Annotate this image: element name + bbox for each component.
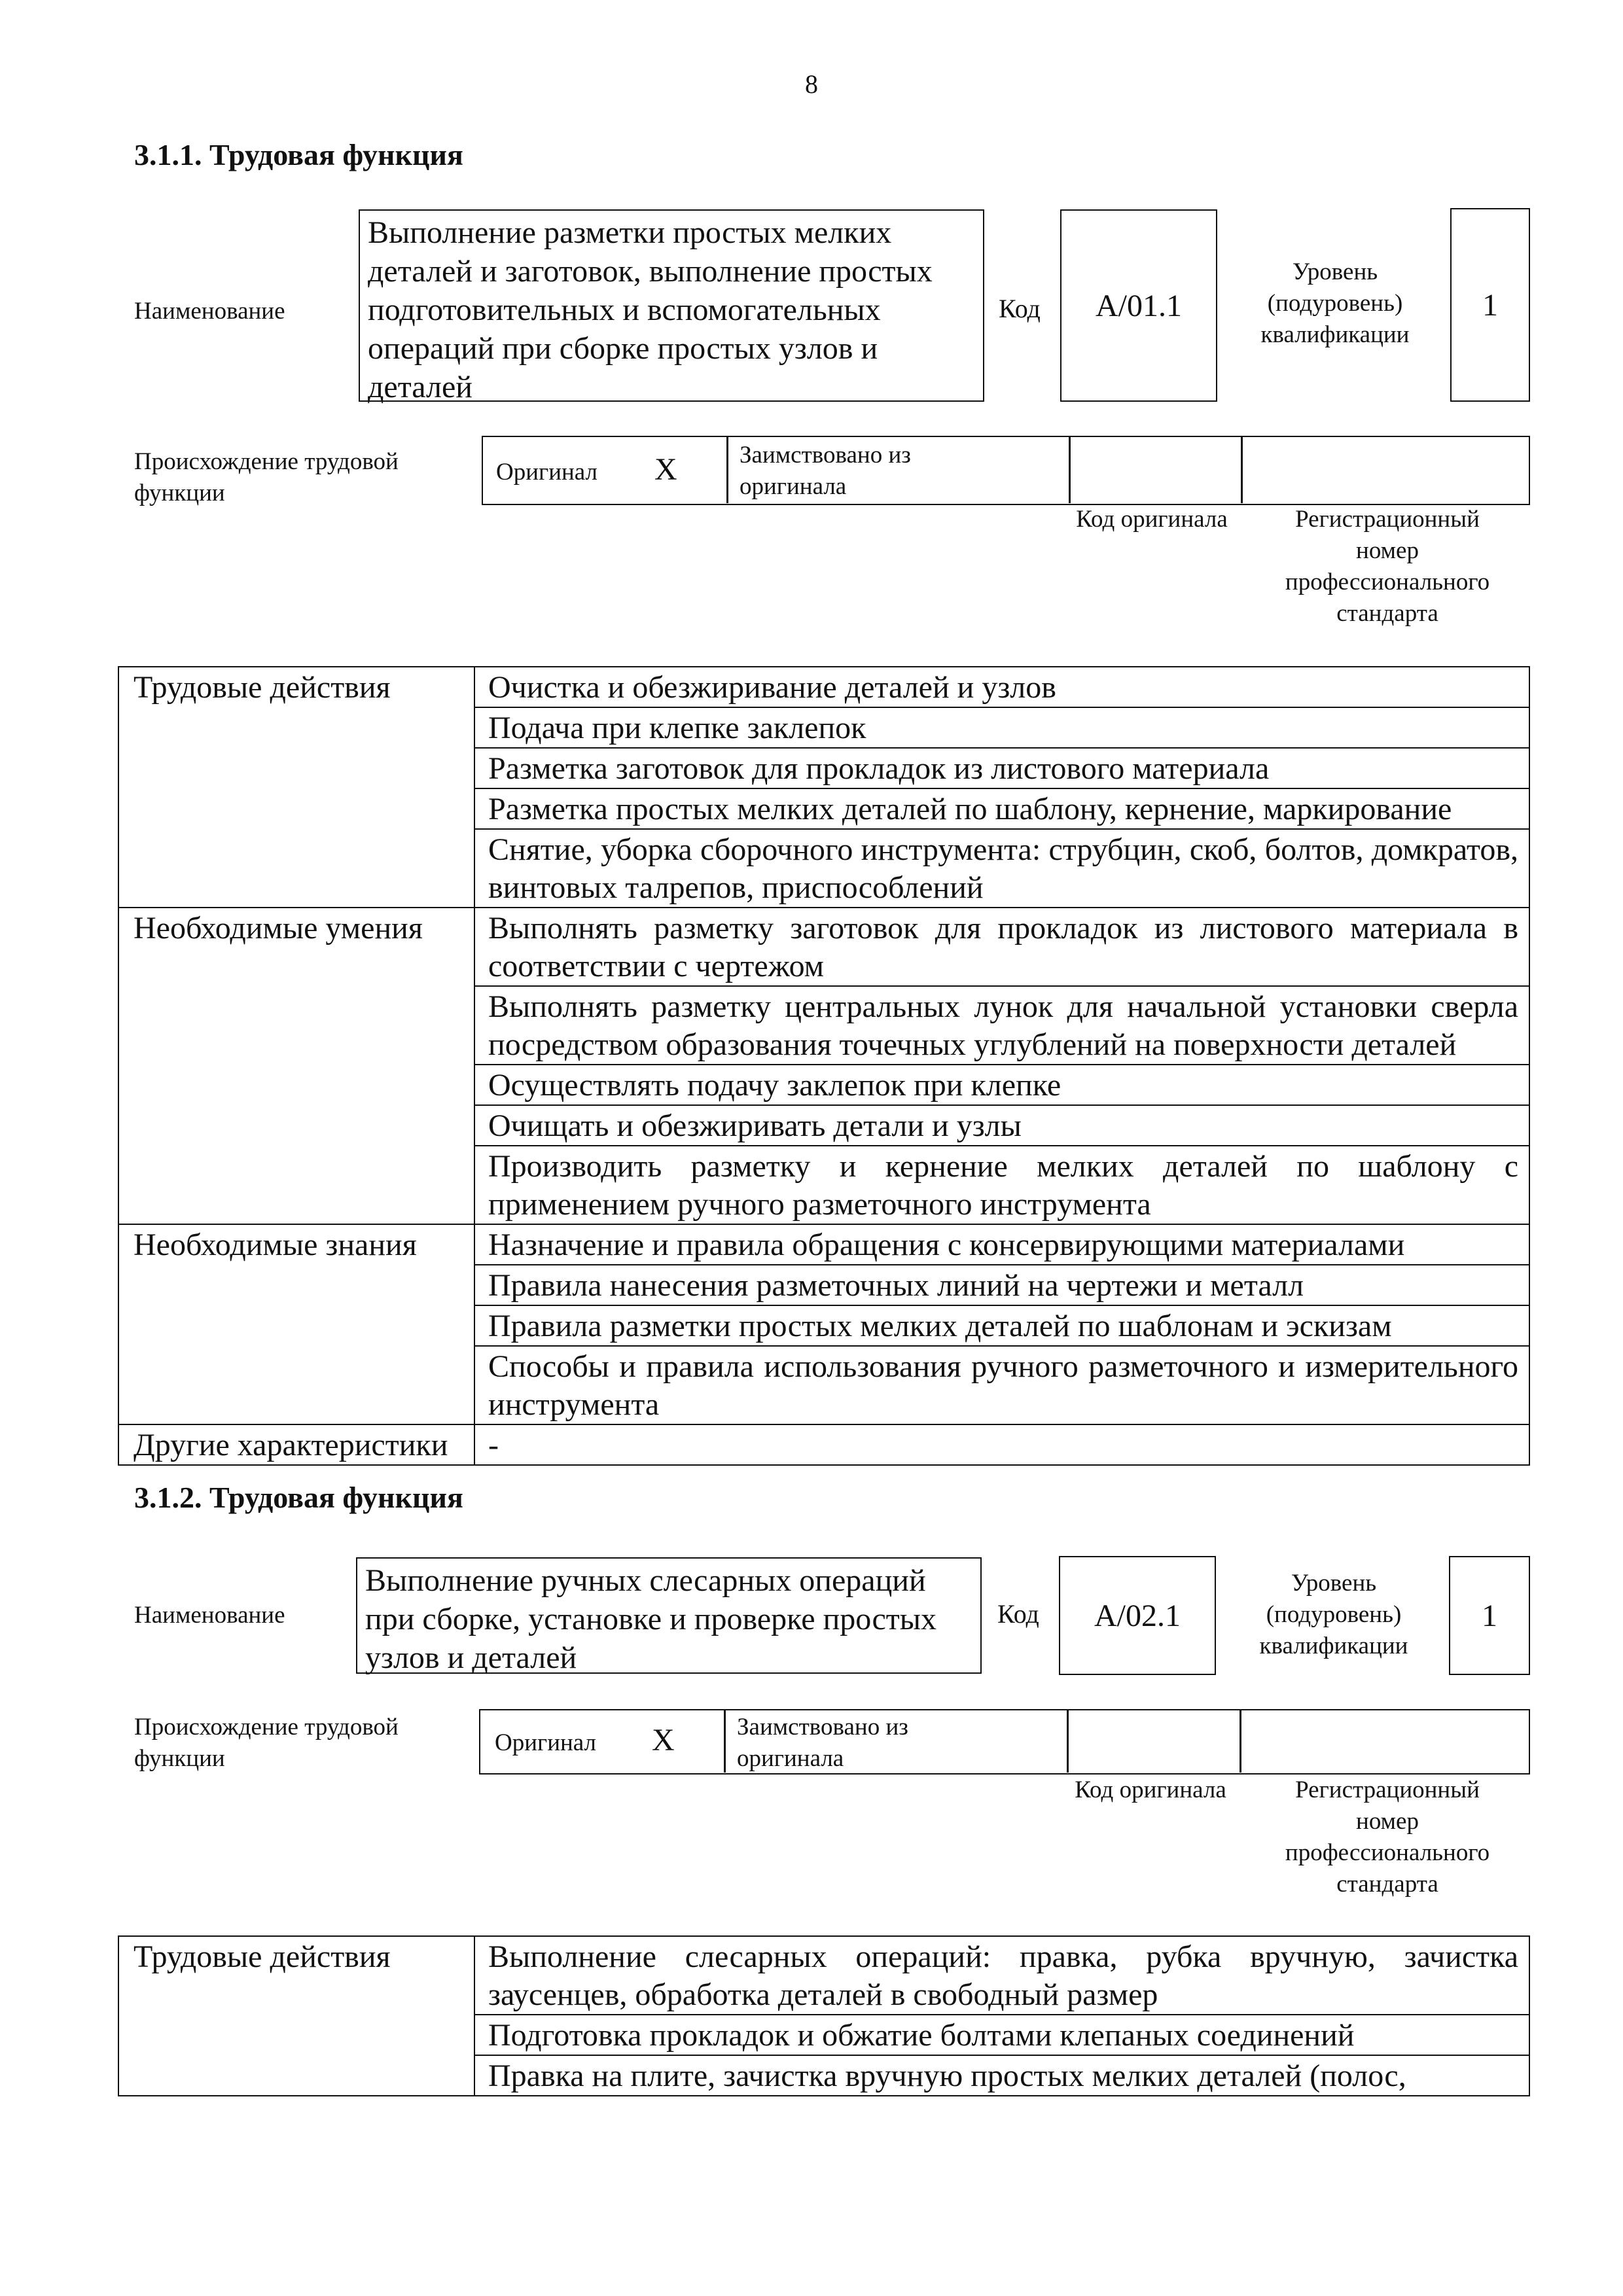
origin-label: Происхождение трудовой функции: [134, 448, 399, 506]
code-box: [1060, 209, 1217, 402]
code-label: Код: [997, 1599, 1039, 1629]
page-number: 8: [805, 69, 818, 99]
code-label: Код: [999, 294, 1041, 323]
table-row: [118, 667, 1529, 707]
function-details-table: [118, 1935, 1530, 2096]
code-value: A/02.1: [1094, 1598, 1181, 1633]
name-label: Наименование: [134, 1602, 285, 1629]
table-cell: Очистка и обезжиривание деталей и узлов: [474, 667, 1529, 707]
borrowed-label: Заимствовано из оригинала: [737, 1714, 908, 1772]
level-box: [1449, 1556, 1530, 1675]
table-cell: Выполнять разметку центральных лунок для начальной установки сверла посредством образования точечных углублений на поверхности деталей: [474, 986, 1529, 1065]
origin-table: [479, 1709, 1530, 1775]
code-value: A/01.1: [1096, 288, 1182, 323]
origin-code-label: Код оригинала: [1075, 1776, 1226, 1803]
function-name-box: [356, 1557, 982, 1674]
table-cell: Подача при клепке заклепок: [474, 707, 1529, 748]
table-row: [118, 1936, 1529, 2015]
function-name-box: [359, 209, 984, 402]
table-row: [118, 908, 1529, 986]
table-cell: Подготовка прокладок и обжатие болтами клепаных соединений: [474, 2015, 1529, 2055]
level-value: 1: [1482, 287, 1498, 323]
origin-table: [482, 436, 1530, 505]
section-title: Трудовые действия: [118, 667, 474, 908]
table-cell: Правила разметки простых мелких деталей по шаблонам и эскизам: [474, 1305, 1529, 1346]
table-cell: Производить разметку и кернение мелких деталей по шаблону с применением ручного разметочного инструмента: [474, 1146, 1529, 1224]
function-name-value: Выполнение разметки простых мелких деталей и заготовок, выполнение простых подготовительных и вспомогательных операций при сборке простых узлов и деталей: [368, 215, 933, 404]
table-cell: Правка на плите, зачистка вручную простых мелких деталей (полос,: [474, 2055, 1529, 2096]
function-name-value: Выполнение ручных слесарных операций при сборке, установке и проверке простых узлов и деталей: [365, 1563, 936, 1675]
code-box: [1059, 1556, 1216, 1675]
section-title: Необходимые знания: [118, 1224, 474, 1424]
level-value: 1: [1482, 1598, 1497, 1633]
section-title: Необходимые умения: [118, 908, 474, 1224]
section-title: Другие характеристики: [118, 1424, 474, 1465]
table-row: [118, 1224, 1529, 1265]
name-label: Наименование: [134, 298, 285, 325]
reg-number-label: Регистрационный номер профессионального стандарта: [1285, 506, 1490, 627]
level-label: Уровень (подуровень) квалификации: [1260, 258, 1410, 348]
borrowed-label: Заимствовано из оригинала: [740, 442, 911, 500]
section-title: Трудовые действия: [118, 1936, 474, 2096]
table-cell: Способы и правила использования ручного разметочного и измерительного инструмента: [474, 1346, 1529, 1424]
table-cell: Разметка простых мелких деталей по шаблону, кернение, маркирование: [474, 788, 1529, 829]
table-cell: Разметка заготовок для прокладок из листового материала: [474, 748, 1529, 788]
level-label: Уровень (подуровень) квалификации: [1259, 1570, 1408, 1659]
table-cell: Очищать и обезжиривать детали и узлы: [474, 1105, 1529, 1146]
original-label: Оригинал: [495, 1729, 597, 1756]
table-cell: Осуществлять подачу заклепок при клепке: [474, 1065, 1529, 1105]
section-heading-3-1-2: 3.1.2. Трудовая функция: [134, 1481, 463, 1514]
level-box: [1450, 208, 1530, 402]
table-cell: Назначение и правила обращения с консервирующими материалами: [474, 1224, 1529, 1265]
reg-number-label: Регистрационный номер профессионального стандарта: [1285, 1776, 1490, 1898]
table-cell: Выполнение слесарных операций: правка, рубка вручную, зачистка заусенцев, обработка деталей в свободный размер: [474, 1936, 1529, 2015]
origin-code-label: Код оригинала: [1076, 506, 1228, 533]
table-cell: -: [474, 1424, 1529, 1465]
original-label: Оригинал: [496, 459, 598, 486]
table-cell: Выполнять разметку заготовок для прокладок из листового материала в соответствии с чертежом: [474, 908, 1529, 986]
table-cell: Правила нанесения разметочных линий на чертежи и металл: [474, 1265, 1529, 1305]
function-details-table: [118, 666, 1530, 1466]
table-row: [118, 1424, 1529, 1465]
origin-label: Происхождение трудовой функции: [134, 1714, 399, 1772]
section-heading-3-1-1: 3.1.1. Трудовая функция: [134, 138, 463, 171]
table-cell: Снятие, уборка сборочного инструмента: струбцин, скоб, болтов, домкратов, винтовых талрепов, приспособлений: [474, 829, 1529, 908]
original-mark: X: [654, 452, 677, 487]
original-mark: X: [652, 1723, 675, 1757]
